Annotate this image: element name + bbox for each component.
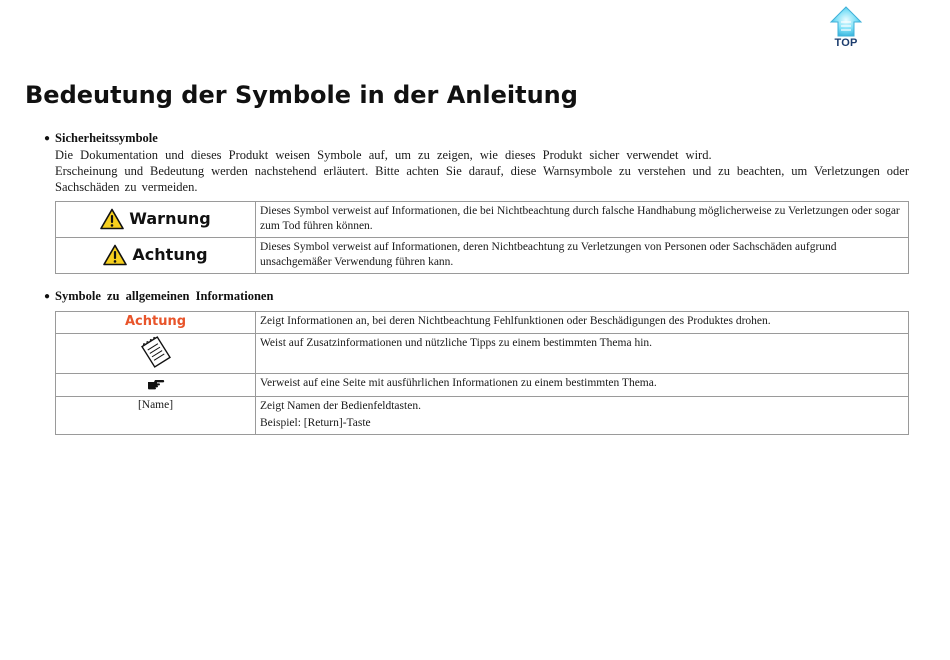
symbol-cell-attention (56, 312, 256, 334)
symbol-cell-warning (56, 202, 256, 238)
safety-paragraph-1: Die Dokumentation und dieses Produkt weisen Symbole auf, um zu zeigen, wie dieses Produkt sicher verwendet wird. (55, 148, 712, 162)
bullet-icon: ● (44, 133, 51, 144)
description-cell: Dieses Symbol verweist auf Informationen, die bei Nichtbeachtung durch falsche Handhabung möglicherweise zu Verletzungen oder sogar zum Tod führen können. (256, 202, 909, 238)
symbol-cell-name: [Name] (56, 397, 256, 435)
page-title: Bedeutung der Symbole in der Anleitung (25, 81, 578, 109)
safety-symbols-table (55, 201, 909, 274)
section-heading-general (44, 289, 273, 304)
description-cell: Zeigt Informationen an, bei deren Nichtbeachtung Fehlfunktionen oder Beschädigungen des Produktes drohen. (256, 312, 909, 334)
section-heading-general-text: Symbole zu allgemeinen Informationen (55, 289, 274, 303)
note-pad-icon (139, 336, 173, 368)
table-row (56, 312, 909, 334)
caution-label: Achtung (132, 245, 208, 264)
warning-triangle-icon (100, 208, 124, 230)
section-heading-safety (44, 131, 158, 146)
description-line-2: Beispiel: [Return]-Taste (260, 417, 371, 429)
table-row (56, 374, 909, 397)
description-cell (256, 397, 909, 435)
table-row (56, 397, 909, 435)
attention-label: Achtung (124, 314, 187, 329)
table-row (56, 334, 909, 374)
general-symbols-table (55, 311, 909, 435)
description-cell: Dieses Symbol verweist auf Informationen, deren Nichtbeachtung zu Verletzungen von Personen oder Sachschäden aufgrund unsachgemäßer Verwendung führen kann. (256, 238, 909, 274)
section-heading-safety-text: Sicherheitssymbole (55, 131, 158, 145)
bullet-icon: ● (44, 291, 51, 302)
symbol-cell-note (56, 334, 256, 374)
table-row (56, 202, 909, 238)
warning-label: Warnung (129, 209, 211, 228)
safety-paragraph-2: Erscheinung und Bedeutung werden nachstehend erläutert. Bitte achten Sie darauf, diese Warnsymbole zu verstehen und zu beachten, um Verletzungen oder Sachschäden zu vermeiden. (55, 164, 909, 194)
description-line-1: Zeigt Namen der Bedienfeldtasten. (260, 400, 421, 412)
warning-triangle-icon (103, 244, 127, 266)
pointing-hand-icon (147, 377, 165, 391)
symbol-cell-caution (56, 238, 256, 274)
top-label: TOP (834, 37, 858, 49)
symbol-cell-reference (56, 374, 256, 397)
description-cell: Verweist auf eine Seite mit ausführlichen Informationen zu einem bestimmten Thema. (256, 374, 909, 397)
table-row (56, 238, 909, 274)
description-cell: Weist auf Zusatzinformationen und nützliche Tipps zu einem bestimmten Thema hin. (256, 334, 909, 374)
top-button[interactable] (826, 6, 866, 50)
